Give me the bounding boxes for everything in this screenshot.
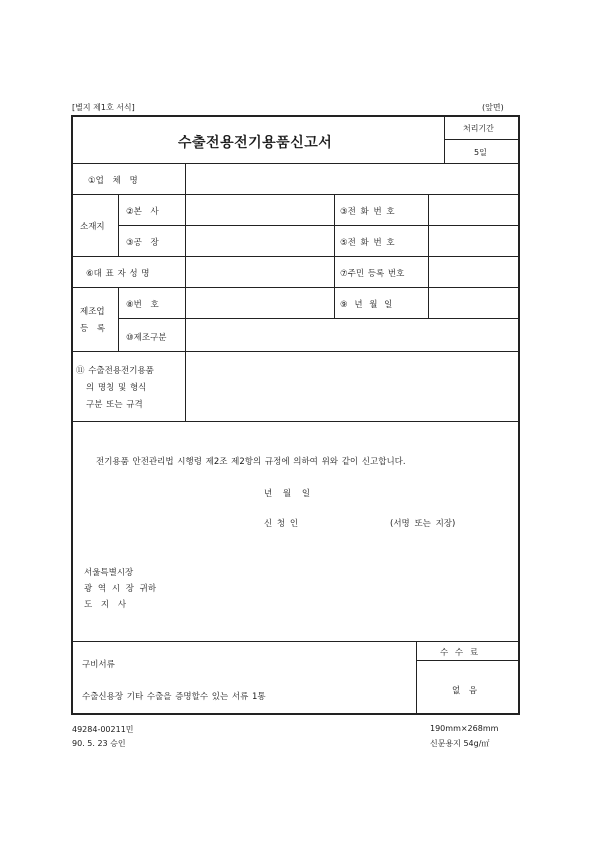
fee-label: 수 수 료 — [440, 648, 479, 658]
registration-date-label: ⑨ 년 월 일 — [340, 300, 393, 310]
head-office-label: ②본 사 — [126, 207, 159, 217]
approval-date: 90. 5. 23 승인 — [72, 739, 126, 748]
company-name-field[interactable] — [187, 165, 517, 193]
representative-field[interactable] — [187, 258, 333, 286]
paper-type: 신문용지 54g/㎡ — [430, 739, 490, 748]
maker-type-field[interactable] — [187, 320, 517, 350]
form-title: 수출전용전기용품신고서 — [178, 135, 333, 151]
factory-field[interactable] — [187, 227, 333, 255]
form-number: 49284-00211민 — [72, 725, 134, 734]
product-label-line-2: 의 명칭 및 형식 — [86, 383, 147, 393]
required-documents-label: 구비서류 — [82, 660, 115, 670]
processing-period-value: 5일 — [474, 148, 487, 157]
company-name-label: ①업 체 명 — [88, 176, 138, 186]
paper-size: 190mm×268mm — [430, 724, 499, 733]
factory-phone-field[interactable] — [430, 227, 517, 255]
resident-number-field[interactable] — [430, 258, 517, 286]
location-label: 소재지 — [80, 222, 105, 232]
maker-type-label: ⑩제조구분 — [126, 333, 167, 343]
registration-date-field[interactable] — [430, 289, 517, 317]
page-side-note: (앞면) — [482, 103, 504, 112]
factory-label: ③공 장 — [126, 238, 159, 248]
required-documents-item: 수출신용장 기타 수출을 증명할수 있는 서류 1통 — [82, 692, 266, 702]
processing-period-label: 처리기간 — [463, 124, 494, 133]
addressee-line-1: 서울특별시장 — [84, 568, 134, 578]
resident-number-label: ⑦주민 등록 번호 — [340, 269, 405, 279]
product-label-line-1: ⑪ 수출전용전기용품 — [76, 366, 154, 376]
applicant-label: 신 청 인 — [264, 519, 299, 529]
fee-value: 없 음 — [452, 686, 478, 696]
factory-phone-label: ⑤전 화 번 호 — [340, 238, 395, 248]
maker-registration-label-1: 제조업 — [80, 307, 105, 317]
product-spec-field[interactable] — [187, 353, 517, 420]
addressee-line-3: 도 지 사 — [84, 600, 127, 610]
declaration-statement: 전기용품 안전관리법 시행령 제2조 제2항의 규정에 의하여 위와 같이 신고합니다. — [96, 457, 406, 467]
product-label-line-3: 구분 또는 규격 — [86, 400, 143, 410]
form-reference: [별지 제1호 서식] — [72, 103, 135, 112]
head-office-field[interactable] — [187, 196, 333, 224]
signature-note: (서명 또는 지장) — [390, 519, 456, 529]
declaration-date: 년 월 일 — [264, 489, 311, 499]
maker-registration-label-2: 등 록 — [80, 324, 106, 334]
head-office-phone-label: ③전 화 번 호 — [340, 207, 395, 217]
addressee-line-2: 광 역 시 장 귀하 — [84, 584, 157, 594]
head-office-phone-field[interactable] — [430, 196, 517, 224]
registration-number-label: ⑧번 호 — [126, 300, 159, 310]
representative-label: ⑥대 표 자 성 명 — [86, 269, 150, 279]
registration-number-field[interactable] — [187, 289, 333, 317]
